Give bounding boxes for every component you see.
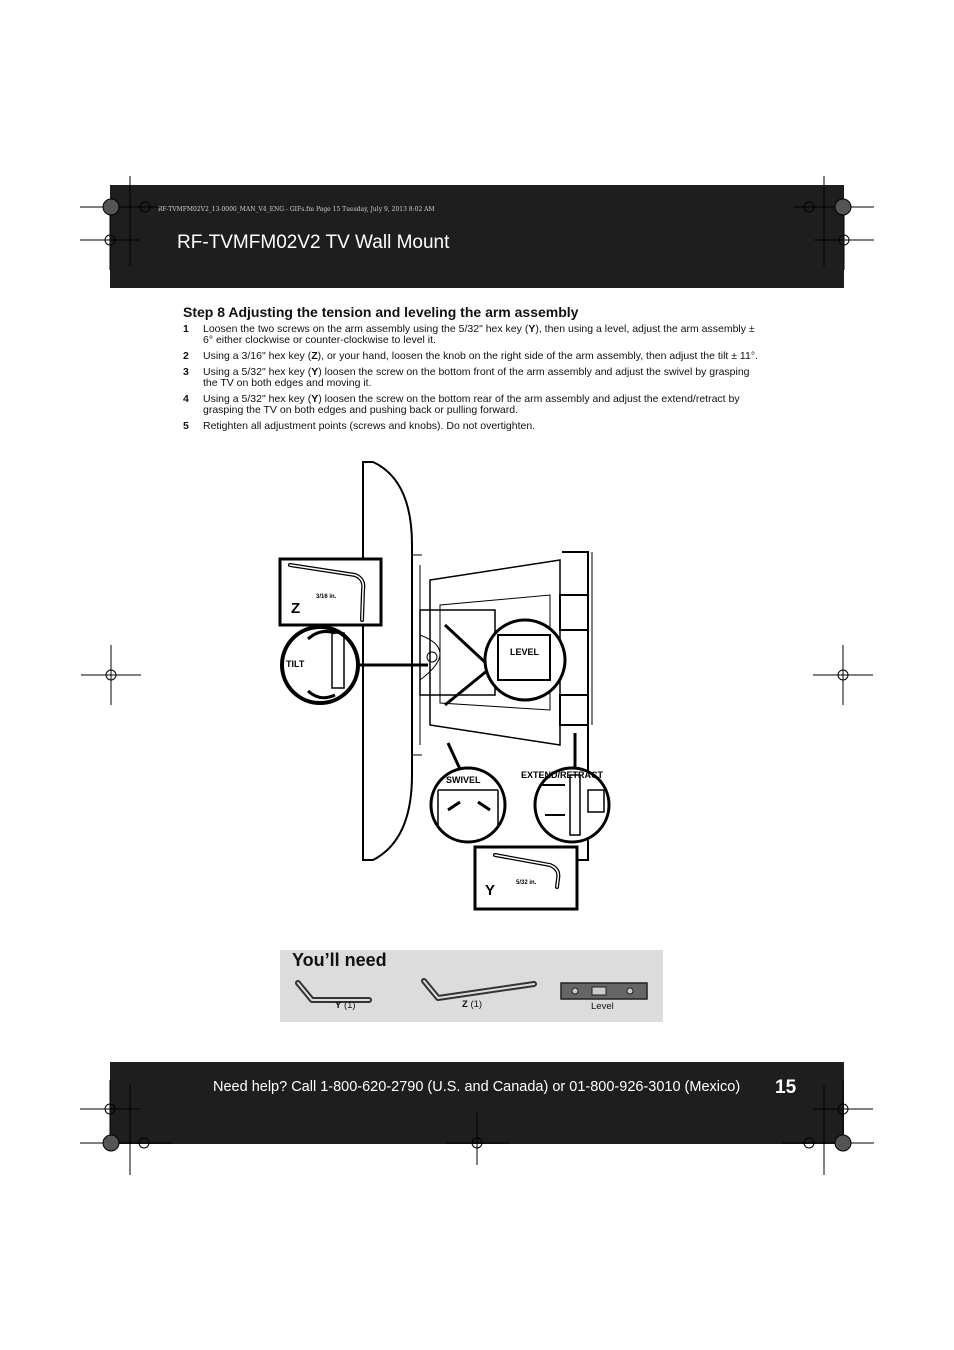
page-header-title: RF-TVMFM02V2 TV Wall Mount (177, 232, 450, 253)
help-line: Need help? Call 1-800-620-2790 (U.S. and Canada) or 01-800-926-3010 (Mexico) (213, 1079, 741, 1095)
step-item (183, 367, 763, 389)
youll-need-item-level: Level (591, 1001, 614, 1012)
key-z-letter: Z (291, 600, 301, 617)
step-key: Y (311, 366, 319, 378)
step-text: ) loosen the screw on the bottom front of the arm assembly and adjust the swivel by grasping the TV on both edges and moving it. (203, 366, 750, 389)
step-text: Retighten all adjustment points (screws and knobs). Do not overtighten. (203, 420, 536, 432)
step-item (183, 351, 763, 362)
step-text: Loosen the two screws on the arm assembly using the 5/32" hex key ( (203, 323, 529, 335)
step-key: Z (311, 350, 318, 362)
extend-retract-label: EXTEND/RETRACT (521, 770, 604, 780)
page-number: 15 (775, 1077, 797, 1098)
youll-need-item-y (335, 1000, 356, 1011)
item-key: Y (335, 1000, 342, 1011)
step-key: Y (528, 323, 536, 335)
item-key: Z (462, 999, 468, 1010)
step-text: Using a 3/16" hex key ( (203, 350, 312, 362)
step-list (183, 324, 763, 437)
key-y-size: 5/32 in. (516, 880, 537, 886)
step-heading: Step 8 Adjusting the tension and leveling the arm assembly (183, 304, 579, 320)
step-key: Y (311, 393, 319, 405)
key-y-letter: Y (485, 882, 496, 899)
hex-key-y-icon (294, 978, 374, 1008)
tilt-label: TILT (286, 659, 305, 669)
swivel-label: SWIVEL (446, 775, 481, 785)
step-item (183, 394, 763, 416)
step-text: ), then using a level, adjust the arm assembly ± 6° either clockwise or counter-clockwise to level it. (203, 323, 755, 346)
step-number: 3 (183, 366, 189, 378)
level-icon (560, 980, 650, 1002)
step-text: ), or your hand, loosen the knob on the right side of the arm assembly, then adjust the tilt ± 11°. (317, 350, 758, 362)
item-qty: (1) (343, 1000, 356, 1011)
youll-need-title: You’ll need (292, 950, 387, 970)
step-item (183, 421, 763, 432)
step-item (183, 324, 763, 346)
step-number: 1 (183, 323, 189, 335)
step-text: Using a 5/32" hex key ( (203, 393, 312, 405)
step-text: Using a 5/32" hex key ( (203, 366, 312, 378)
item-qty: (1) (470, 999, 483, 1010)
wall-mount-illustration (270, 455, 640, 915)
step-number: 4 (183, 393, 189, 405)
step-text: ) loosen the screw on the bottom rear of the arm assembly and adjust the extend/retract by grasping the TV on both edges and pushing back or pulling forward. (203, 393, 740, 416)
level-label: LEVEL (510, 647, 540, 657)
file-slug: RF-TVMFM02V2_13-0000_MAN_V4_ENG - GIFs.fm Page 15 Tuesday, July 9, 2013 8:02 AM (158, 206, 435, 213)
youll-need-panel (280, 950, 663, 1022)
step-number: 5 (183, 420, 189, 432)
youll-need-item-z (462, 999, 482, 1010)
key-z-size: 3/16 in. (316, 594, 337, 600)
step-number: 2 (183, 350, 189, 362)
